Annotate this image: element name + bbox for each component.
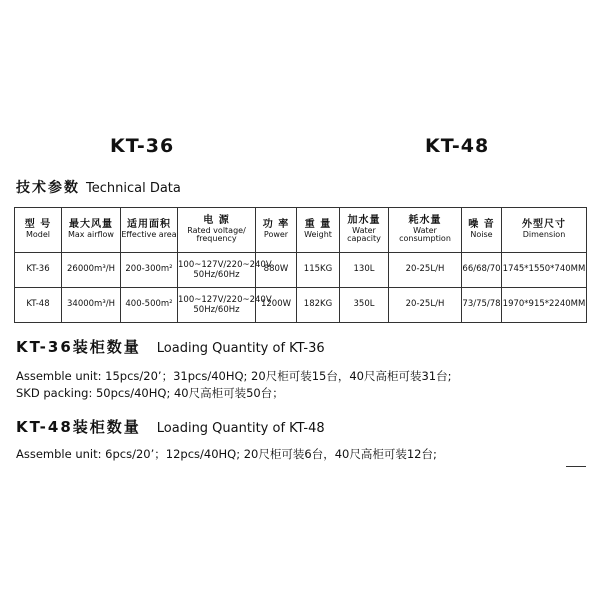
header-cn: 适用面积 xyxy=(127,219,171,231)
header-cell xyxy=(297,208,340,253)
cell-voltage xyxy=(178,253,272,288)
technical-data-title-cn: 技术参数 xyxy=(16,180,80,196)
cell-weight: 182KG xyxy=(297,288,340,323)
cell-noise: 66/68/70 xyxy=(462,253,502,288)
loading-kt36-title xyxy=(16,336,325,357)
header-cell xyxy=(389,208,462,253)
header-en: Max airflow xyxy=(68,230,114,240)
header-cell xyxy=(502,208,587,253)
frequency: 50Hz/60Hz xyxy=(193,305,240,315)
cell-dimension: 1970*915*2240MM xyxy=(502,288,587,323)
cell-voltage xyxy=(178,288,272,323)
header-cell xyxy=(256,208,297,253)
cell-area: 200-300m² xyxy=(121,253,178,288)
header-cn: 最大风量 xyxy=(69,219,113,231)
header-cn: 加水量 xyxy=(347,214,381,226)
cell-power: 1200W xyxy=(256,288,297,323)
loading-kt48-title xyxy=(16,416,325,437)
header-cn: 型 号 xyxy=(24,219,52,231)
header-en: Dimension xyxy=(522,230,566,240)
table-header-row xyxy=(15,208,587,253)
cell-model: KT-36 xyxy=(15,253,62,288)
loading-kt48-title-en: Loading Quantity of KT-48 xyxy=(156,421,325,436)
kt36-heading: KT-36 xyxy=(110,135,175,157)
header-cell xyxy=(340,208,389,253)
cell-airflow: 34000m³/H xyxy=(62,288,121,323)
cell-model: KT-48 xyxy=(15,288,62,323)
loading-kt36-assemble-line: Assemble unit: 15pcs/20’；31pcs/40HQ; 20尺柜可装15台，40尺高柜可装31台; xyxy=(16,369,452,383)
header-cn: 功 率 xyxy=(262,219,290,231)
header-cell xyxy=(15,208,62,253)
header-en: Power xyxy=(263,230,289,240)
cell-water-capacity: 350L xyxy=(340,288,389,323)
voltage-range: 100~127V/220~240V xyxy=(178,259,272,270)
kt48-heading: KT-48 xyxy=(425,135,490,157)
cell-weight: 115KG xyxy=(297,253,340,288)
cell-power: 880W xyxy=(256,253,297,288)
header-cell xyxy=(121,208,178,253)
table-row xyxy=(15,253,587,288)
table-row xyxy=(15,288,587,323)
header-cn: 噪 音 xyxy=(468,219,495,231)
header-cn: 外型尺寸 xyxy=(522,219,566,231)
header-en: Noise xyxy=(470,230,493,240)
header-cell xyxy=(62,208,121,253)
voltage-range: 100~127V/220~240V xyxy=(178,294,272,305)
header-cell xyxy=(462,208,502,253)
cell-water-consumption: 20-25L/H xyxy=(389,288,462,323)
loading-kt36-title-en: Loading Quantity of KT-36 xyxy=(156,341,325,356)
divider xyxy=(566,466,586,467)
loading-kt48-title-cn: KT-48装柜数量 xyxy=(16,418,141,436)
cell-dimension: 1745*1550*740MM xyxy=(502,253,587,288)
technical-data-title-en: Technical Data xyxy=(86,181,181,196)
loading-kt48-assemble-line: Assemble unit: 6pcs/20’；12pcs/40HQ; 20尺柜可装6台，40尺高柜可装12台; xyxy=(16,447,437,461)
header-cn: 重 量 xyxy=(304,219,332,231)
header-en: Water capacity xyxy=(347,225,381,244)
header-en: Rated voltage/ frequency xyxy=(187,225,246,244)
cell-area: 400-500m² xyxy=(121,288,178,323)
header-en: Water consumption xyxy=(399,225,451,244)
header-en: Model xyxy=(25,230,51,240)
loading-kt36-title-cn: KT-36装柜数量 xyxy=(16,338,141,356)
spec-table xyxy=(14,207,587,323)
header-cn: 耗水量 xyxy=(408,214,442,226)
frequency: 50Hz/60Hz xyxy=(193,270,240,280)
header-en: Effective area xyxy=(121,230,177,240)
loading-kt36-skd-line: SKD packing: 50pcs/40HQ; 40尺高柜可装50台； xyxy=(16,386,284,400)
cell-noise: 73/75/78 xyxy=(462,288,502,323)
header-cell xyxy=(178,208,256,253)
cell-water-capacity: 130L xyxy=(340,253,389,288)
header-cn: 电 源 xyxy=(203,214,230,226)
technical-data-title xyxy=(16,177,181,197)
cell-airflow: 26000m³/H xyxy=(62,253,121,288)
cell-water-consumption: 20-25L/H xyxy=(389,253,462,288)
header-en: Weight xyxy=(304,230,332,240)
